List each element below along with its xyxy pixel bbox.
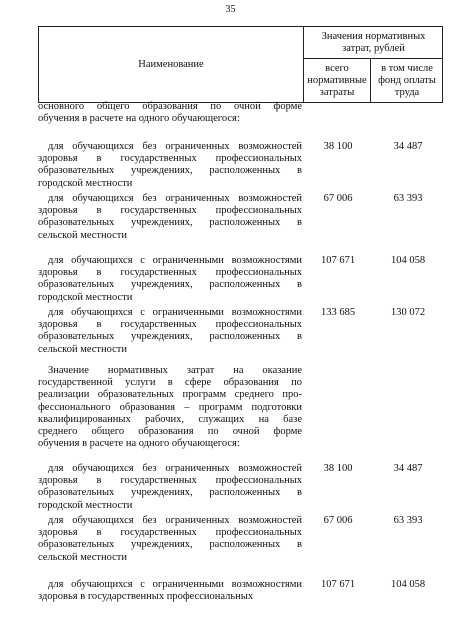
row-name-line: городской местности — [38, 499, 133, 511]
row-name-line: государственной услуги в сфере образования по — [38, 377, 302, 389]
row-name — [38, 579, 302, 603]
row-total-value: 107 671 — [320, 255, 356, 266]
header-name: Наименование — [138, 59, 204, 70]
row-name-line: здоровья в государственных профессиональных — [38, 319, 302, 331]
row-name-line: городской местности — [38, 291, 133, 303]
row-name-line: обучения в расчете на одного обучающегося: — [38, 438, 240, 450]
row-name-line: образовательных учреждениях, расположенных в — [38, 487, 302, 499]
row-name-line: сельской местности — [38, 343, 128, 355]
row-wage-value: 130 072 — [390, 307, 426, 318]
header-values-group: Значения нормативных затрат, рублей — [321, 31, 426, 54]
header-total: всего нормативные затраты — [307, 63, 367, 98]
row-name-line: для обучающихся с ограниченными возможностями — [48, 579, 302, 590]
row-name — [38, 101, 302, 125]
row-wage-value: 63 393 — [393, 193, 423, 204]
row-name — [38, 307, 302, 356]
row-total-value: 133 685 — [320, 307, 356, 318]
row-name-line: здоровья в государственных профессиональных — [38, 153, 302, 165]
row-name-line: фессионального образования – программ подготовки — [38, 401, 302, 413]
page-number: 35 — [225, 4, 236, 15]
row-name-line: образовательных учреждениях, расположенных в — [38, 279, 302, 291]
row-total-value: 107 671 — [320, 579, 356, 590]
row-total-value: 67 006 — [323, 515, 353, 526]
row-name-line: городской местности — [38, 177, 133, 189]
row-name-line: здоровья в государственных профессиональных — [38, 475, 302, 487]
row-name-line: образовательных учреждениях, расположенных в — [38, 165, 302, 177]
row-wage-value: 34 487 — [393, 141, 423, 152]
row-wage-value: 34 487 — [393, 463, 423, 474]
table-header — [38, 26, 443, 103]
row-name-line: образовательных учреждениях, расположенных в — [38, 539, 302, 551]
row-name-line: основного общего образования по очной форме — [38, 101, 302, 112]
row-name — [38, 463, 302, 512]
row-wage-value: 63 393 — [393, 515, 423, 526]
row-name — [38, 193, 302, 242]
row-name-line: сельской местности — [38, 229, 128, 241]
row-name-line: реализации образовательных программ среднего про- — [38, 389, 302, 401]
row-name-line: для обучающихся без ограниченных возможностей — [48, 141, 302, 152]
row-name-line: для обучающихся без ограниченных возможностей — [48, 463, 302, 474]
row-name-line: обучения в расчете на одного обучающегося: — [38, 113, 240, 125]
row-wage-value: 104 058 — [390, 255, 426, 266]
row-name-line: здоровья в государственных профессиональных — [38, 527, 302, 539]
row-name-line: для обучающихся без ограниченных возможностей — [48, 193, 302, 204]
row-name-line: для обучающихся без ограниченных возможностей — [48, 515, 302, 526]
row-name — [38, 141, 302, 190]
row-name-line: среднего общего образования по очной форме — [38, 426, 302, 438]
header-wage: в том числе фонд оплаты труда — [378, 63, 436, 98]
row-total-value: 38 100 — [323, 141, 353, 152]
row-name — [38, 365, 302, 450]
row-name — [38, 255, 302, 304]
row-name-line: квалифицированных рабочих, служащих на базе — [38, 413, 302, 425]
row-name-line: здоровья в государственных профессиональных — [38, 205, 302, 217]
row-name-line: для обучающихся с ограниченными возможностями — [48, 307, 302, 318]
row-wage-value: 104 058 — [390, 579, 426, 590]
row-name-line: здоровья в государственных профессиональных — [38, 267, 302, 279]
row-total-value: 38 100 — [323, 463, 353, 474]
row-name-line: образовательных учреждениях, расположенных в — [38, 217, 302, 229]
row-name-line: сельской местности — [38, 551, 128, 563]
row-name-line: образовательных учреждениях, расположенных в — [38, 331, 302, 343]
row-name-line: для обучающихся с ограниченными возможностями — [48, 255, 302, 266]
row-name-line: Значение нормативных затрат на оказание — [48, 365, 302, 376]
row-name-line: здоровья в государственных профессиональных — [38, 591, 254, 603]
row-total-value: 67 006 — [323, 193, 353, 204]
row-name — [38, 515, 302, 564]
